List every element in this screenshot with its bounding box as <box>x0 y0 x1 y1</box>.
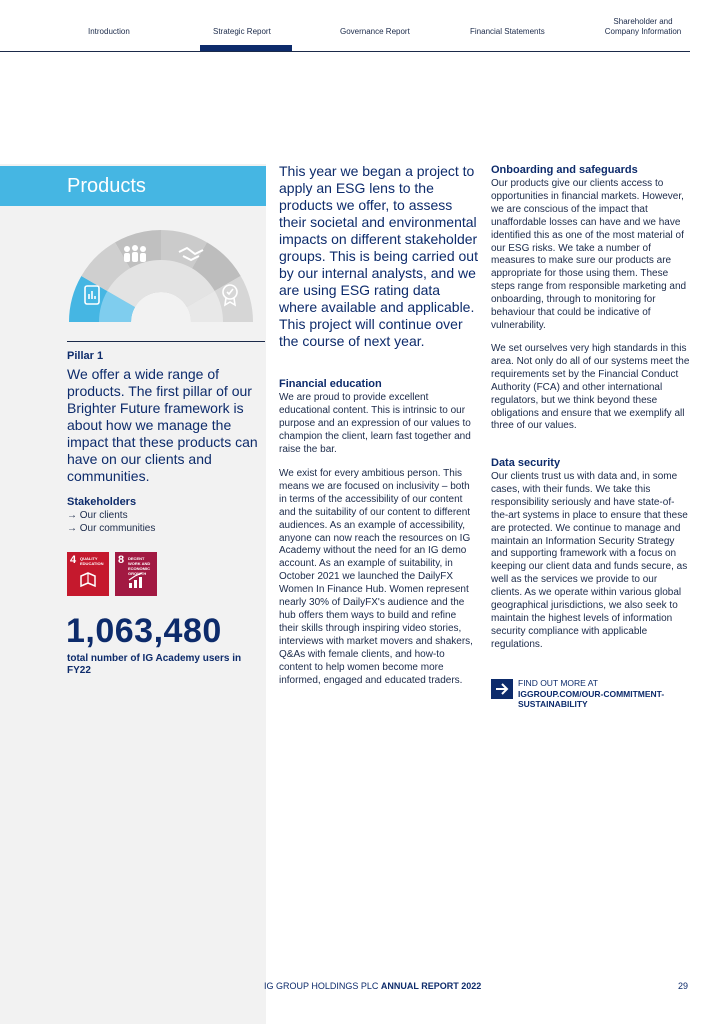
nav-shareholder-line1: Shareholder and <box>613 17 673 26</box>
footer-company: IG GROUP HOLDINGS PLC <box>264 981 379 991</box>
find-out-more-link[interactable] <box>518 678 688 710</box>
sdg-8-badge <box>115 552 157 596</box>
arrow-link-icon[interactable] <box>491 679 513 699</box>
nav-governance-report[interactable]: Governance Report <box>340 27 410 36</box>
stakeholders-heading: Stakeholders <box>67 496 137 508</box>
stat-caption: total number of IG Academy users in FY22 <box>67 653 242 676</box>
sdg-4-badge <box>67 552 109 596</box>
people-icon <box>124 245 146 262</box>
stat-value: 1,063,480 <box>66 612 222 650</box>
footer <box>264 981 481 991</box>
sdg-number: 4 <box>70 554 77 566</box>
nav-divider <box>0 51 690 52</box>
nav-strategic-report[interactable]: Strategic Report <box>213 27 271 36</box>
growth-chart-icon <box>127 572 145 590</box>
link-label: FIND OUT MORE AT <box>518 678 598 688</box>
section-title: Products <box>67 175 146 197</box>
financial-education-heading: Financial education <box>279 378 382 390</box>
onboarding-p2: We set ourselves very high standards in this area. Not only do all of our systems meet the requirements set by the Financial Conduct Authority (FCA) and other international regulators, but we think beyond these obligations and ensure that we exemplify all three of our values. <box>491 343 690 432</box>
intro-paragraph: This year we began a project to apply an ESG lens to the products we offer, to assess their societal and environmental impacts on different stakeholder groups. This is being carried out by our internal analysts, and we are using ESG rating data where available and applicable. This project will continue over the course of next year. <box>279 163 478 349</box>
pillar-description: We offer a wide range of products. The first pillar of our Brighter Future framework is about how we manage the impact that these products can have on our clients and communities. <box>67 366 258 484</box>
stakeholder-item: → Our clients <box>67 510 128 521</box>
sdg-label: QUALITY EDUCATION <box>80 556 104 566</box>
sdg-number: 8 <box>118 554 125 566</box>
sdg-label: DECENT WORK AND ECONOMIC GROWTH <box>128 556 151 576</box>
onboarding-heading: Onboarding and safeguards <box>491 164 638 176</box>
footer-report: ANNUAL REPORT 2022 <box>380 981 482 991</box>
nav-introduction[interactable]: Introduction <box>88 27 130 36</box>
top-nav <box>0 0 724 52</box>
book-icon <box>79 572 97 590</box>
nav-shareholder-info[interactable] <box>600 17 686 37</box>
arrow-right-icon: → <box>67 523 80 534</box>
data-security-heading: Data security <box>491 457 561 469</box>
pillar-divider <box>67 341 265 342</box>
stakeholder-item: → Our communities <box>67 523 156 534</box>
nav-financial-statements[interactable]: Financial Statements <box>470 27 545 36</box>
nav-shareholder-line2: Company Information <box>604 27 682 36</box>
pillar-label: Pillar 1 <box>67 350 104 362</box>
data-security-p: Our clients trust us with data and, in some cases, with their funds. We take this responsibility seriously and have state-of-the-art systems in place to ensure that these are protected. We continue to manage and maintain an Information Security Strategy and supporting framework with a focus on keeping our client data and funds secure, as well as the services we provide to our clients. As we operate within various global geographical jurisdictions, we also seek to maintain the highest levels of information security compliance with applicable regulations. <box>491 471 688 650</box>
financial-education-p2: We exist for every ambitious person. This means we are focused on inclusivity – both in terms of the accessibility of our content and the suitability of our content to different audiences. As an example of accessibility, anyone can now reach the resources on IG Academy without the need for an IG demo account. As an example of suitability, in October 2021 we launched the DailyFX Women In Finance Hub. Women represent nearly 30% of DailyFX's audience and the hub offers them ways to build and refine their skills through inspiring video stories, interviews with market movers and shakers, Q&As with female clients, and how-to content to help women become more informed, engaged and educated traders. <box>279 468 473 686</box>
link-url[interactable]: IGGROUP.COM/OUR-COMMITMENT-SUSTAINABILITY <box>518 688 665 709</box>
page-number: 29 <box>678 981 689 991</box>
financial-education-p1: We are proud to provide excellent educational content. This is intrinsic to our purpose and an expression of our values to champion the client, learn fast together and raise the bar. <box>279 392 471 455</box>
arrow-right-icon: → <box>67 510 80 521</box>
onboarding-p1: Our products give our clients access to opportunities in financial markets. However, we are conscious of the impact that unaffordable losses can have and we have identified this as one of the most material of our ESG risks. We take a number of measures to make sure our products are appropriate for those using them. These steps range from responsible marketing and onboarding, through to monitoring for behaviour that could be indicative of vulnerability. <box>491 178 687 331</box>
pillars-semicircle-graphic <box>65 222 255 324</box>
